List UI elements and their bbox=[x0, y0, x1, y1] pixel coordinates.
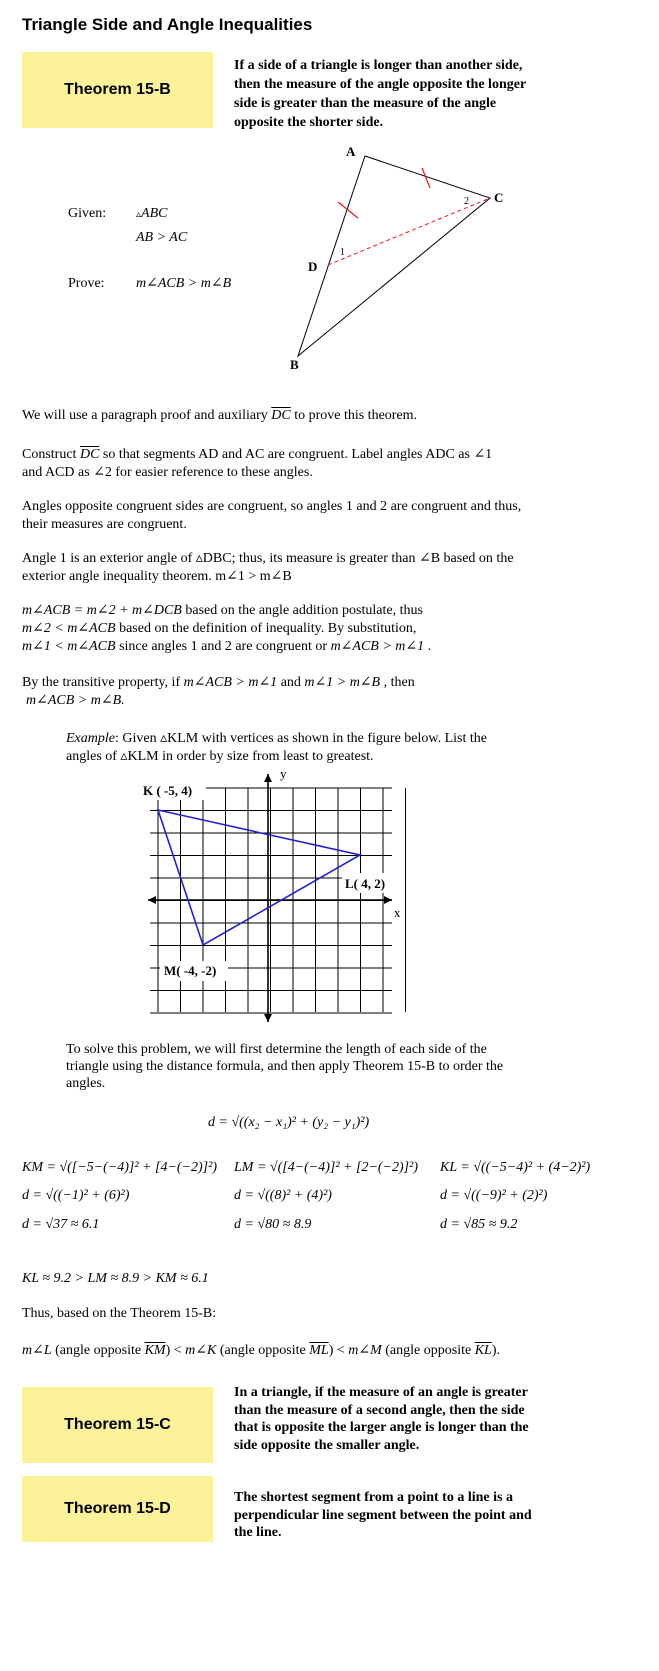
proof-intro bbox=[22, 407, 417, 425]
given-line-1 bbox=[136, 205, 167, 224]
triangle-icon: ▵ bbox=[136, 209, 142, 220]
point-l-label: L( 4, 2) bbox=[345, 876, 386, 891]
given-triangle: ABC bbox=[141, 206, 168, 221]
proof-construct-2: and ACD as ∠2 for easier reference to these angles. bbox=[22, 465, 313, 480]
km-line-2: d = √((−1)² + (6)²) bbox=[22, 1188, 130, 1203]
final-text-i: ). bbox=[491, 1343, 500, 1358]
addition-text-4: . bbox=[424, 639, 432, 654]
y-axis-arrow-up bbox=[264, 774, 272, 782]
kl-line-3: d = √85 ≈ 9.2 bbox=[440, 1217, 518, 1232]
triangle-abc-figure bbox=[280, 138, 520, 378]
final-segment-ml: $\overline{ML}$ bbox=[309, 1343, 329, 1358]
segment-dc bbox=[328, 198, 490, 265]
label-angle-1: 1 bbox=[340, 247, 345, 258]
final-segment-kl: $\overline{KL}$ bbox=[474, 1343, 492, 1358]
transitive-text-e: , then bbox=[380, 675, 415, 690]
final-ordering bbox=[22, 1342, 500, 1360]
example-text-2: angles of ▵KLM in order by size from least to greatest. bbox=[66, 749, 374, 764]
point-k-label: K ( -5, 4) bbox=[143, 783, 193, 798]
tick-mark-ad bbox=[338, 202, 358, 218]
proof-intro-text-a: We will use a paragraph proof and auxiliary bbox=[22, 408, 272, 423]
proof-congruent-1: Angles opposite congruent sides are congruent, so angles 1 and 2 are congruent and thus, bbox=[22, 499, 522, 514]
km-line-3: d = √37 ≈ 6.1 bbox=[22, 1217, 100, 1232]
proof-congruent-2: their measures are congruent. bbox=[22, 517, 187, 532]
kl-line-2: d = √((−9)² + (2)²) bbox=[440, 1188, 548, 1203]
distance-formula: d = √((x₂ − x₁)² + (y₂ − y₁)²) bbox=[208, 1115, 370, 1130]
example-text-1 bbox=[66, 730, 487, 748]
label-a: A bbox=[346, 144, 356, 159]
final-text-b: (angle opposite bbox=[51, 1343, 145, 1358]
theorem-15c-label: Theorem 15-C bbox=[22, 1387, 213, 1463]
transitive-text-a: By the transitive property, if bbox=[22, 675, 184, 690]
proof-transitive-2: m∠ACB > m∠B. bbox=[26, 693, 125, 708]
proof-addition-3 bbox=[22, 638, 431, 656]
proof-addition-2 bbox=[22, 620, 416, 638]
proof-transitive-1 bbox=[22, 674, 415, 692]
construct-segment: $\overline{DC}$ bbox=[79, 447, 100, 462]
proof-intro-text-b: to prove this theorem. bbox=[290, 408, 418, 423]
theorem-15b-label: Theorem 15-B bbox=[22, 52, 213, 128]
transitive-expr-2: m∠1 > m∠B bbox=[304, 675, 381, 690]
lm-line-1: LM = √([4−(−4)]² + [2−(−2)]²) bbox=[234, 1160, 418, 1175]
transitive-text-c: and bbox=[277, 675, 305, 690]
segment-dc-label: $\overline{DC}$ bbox=[271, 408, 291, 423]
prove-label: Prove: bbox=[68, 276, 105, 291]
theorem-15d-label: Theorem 15-D bbox=[22, 1476, 213, 1542]
theorem-15d-text: The shortest segment from a point to a line is a perpendicular line segment between the point and the line. bbox=[234, 1490, 532, 1540]
thus-text: Thus, based on the Theorem 15-B: bbox=[22, 1306, 217, 1321]
lm-line-3: d = √80 ≈ 8.9 bbox=[234, 1217, 312, 1232]
solve-text-2: triangle using the distance formula, and then apply Theorem 15-B to order the bbox=[66, 1059, 504, 1074]
y-axis-arrow-down bbox=[264, 1014, 272, 1022]
final-text-c: ) < bbox=[165, 1343, 186, 1358]
solve-text-3: angles. bbox=[66, 1076, 106, 1091]
final-text-h: (angle opposite bbox=[381, 1343, 475, 1358]
label-c: C bbox=[494, 190, 504, 205]
final-angle-m: m∠M bbox=[348, 1343, 382, 1358]
proof-construct-1 bbox=[22, 446, 492, 464]
point-m-label: M( -4, -2) bbox=[164, 963, 217, 978]
page-title: Triangle Side and Angle Inequalities bbox=[22, 15, 313, 34]
final-angle-k: m∠K bbox=[185, 1343, 217, 1358]
order-inequality: KL ≈ 9.2 > LM ≈ 8.9 > KM ≈ 6.1 bbox=[22, 1271, 209, 1286]
addition-text-1: based on the angle addition postulate, thus bbox=[181, 603, 423, 618]
addition-text-2: based on the definition of inequality. By substitution, bbox=[115, 621, 417, 636]
addition-text-3: since angles 1 and 2 are congruent or bbox=[115, 639, 331, 654]
solve-text-1: To solve this problem, we will first determine the length of each side of the bbox=[66, 1042, 487, 1057]
y-axis-label: y bbox=[280, 766, 287, 781]
x-axis-label: x bbox=[394, 905, 401, 920]
label-angle-2: 2 bbox=[464, 196, 469, 207]
final-angle-l: m∠L bbox=[22, 1343, 52, 1358]
addition-expression-4: m∠ACB > m∠1 bbox=[330, 639, 425, 654]
label-b: B bbox=[290, 357, 299, 372]
proof-addition-1 bbox=[22, 602, 423, 620]
addition-expression-2: m∠2 < m∠ACB bbox=[22, 621, 116, 636]
addition-expression-3: m∠1 < m∠ACB bbox=[22, 639, 116, 654]
label-d: D bbox=[308, 259, 318, 274]
final-text-f: ) < bbox=[328, 1343, 349, 1358]
final-text-e: (angle opposite bbox=[216, 1343, 310, 1358]
lm-line-2: d = √((8)² + (4)²) bbox=[234, 1188, 332, 1203]
final-segment-km: $\overline{KM}$ bbox=[144, 1343, 166, 1358]
tick-mark-ac bbox=[422, 168, 430, 188]
example-text-1-body: : Given ▵KLM with vertices as shown in the figure below. List the bbox=[114, 731, 487, 746]
proof-exterior-2: exterior angle inequality theorem. m∠1 > m∠B bbox=[22, 569, 292, 584]
given-label: Given: bbox=[68, 206, 107, 221]
construct-text-a: Construct bbox=[22, 447, 80, 462]
example-label: Example bbox=[66, 731, 115, 746]
prove-line: m∠ACB > m∠B bbox=[136, 276, 232, 291]
theorem-15c-text: In a triangle, if the measure of an angle is greater than the measure of a second angle, then the side that is opposite the larger angle is longer than the side opposite the smaller angle. bbox=[234, 1385, 529, 1453]
transitive-expr-1: m∠ACB > m∠1 bbox=[183, 675, 278, 690]
x-axis-arrow-left bbox=[148, 896, 156, 904]
klm-coordinate-grid bbox=[130, 760, 420, 1030]
theorem-15b-text: If a side of a triangle is longer than another side, then the measure of the angle opposite the longer side is greater than the measure of the angle opposite the shorter side. bbox=[234, 58, 526, 130]
proof-exterior-1: Angle 1 is an exterior angle of ▵DBC; thus, its measure is greater than ∠B based on the bbox=[22, 551, 514, 566]
kl-line-1: KL = √((−5−4)² + (4−2)²) bbox=[440, 1160, 591, 1175]
construct-text-b: so that segments AD and AC are congruent. Label angles ADC as ∠1 bbox=[99, 447, 493, 462]
km-line-1: KM = √([−5−(−4)]² + [4−(−2)]²) bbox=[22, 1160, 217, 1175]
given-line-2: AB > AC bbox=[136, 230, 188, 245]
x-axis-arrow-right bbox=[384, 896, 392, 904]
addition-expression-1: m∠ACB = m∠2 + m∠DCB bbox=[22, 603, 182, 618]
